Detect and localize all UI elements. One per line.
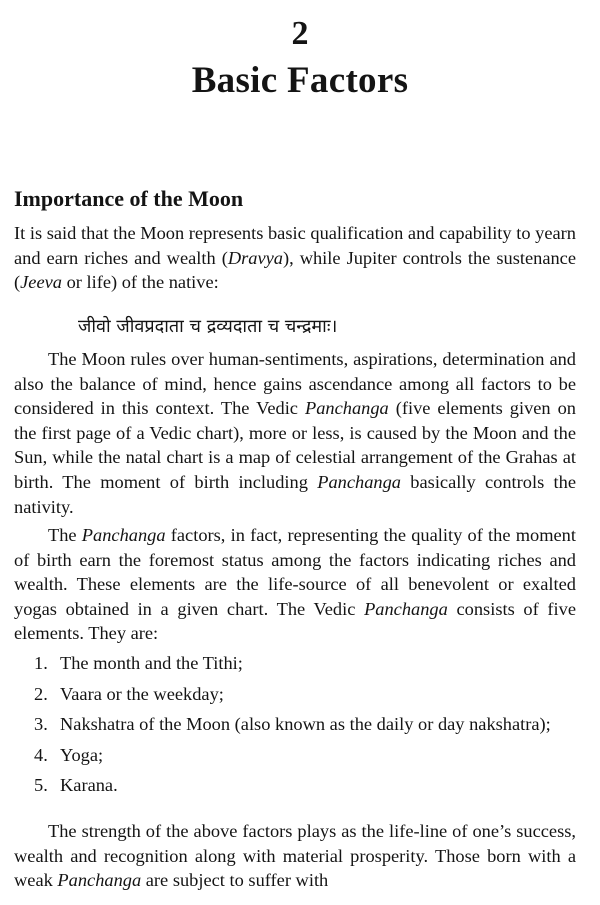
paragraph-panchanga-factors	[14, 523, 576, 646]
list-text: Karana.	[60, 775, 118, 796]
paragraph-factor-strength	[14, 819, 576, 893]
list-text: Nakshatra of the Moon (also known as the daily or day nakshatra);	[60, 714, 551, 735]
list-item	[34, 651, 576, 676]
text-run: The strength of the above factors plays as the life-line of one’s success, wealth and recognition along with material prosperity. Those born with a weak	[14, 821, 576, 891]
text-run: The	[48, 525, 82, 545]
paragraph-moon-rules	[14, 347, 576, 519]
text-run: (five elements given on the first page of a Vedic chart), more or less, is caused by the Moon and the Sun, while the natal chart is a map of celestial arrangement of the Grahas at birth. The moment of birth including	[14, 398, 576, 492]
text-run: The Moon rules over human-sentiments, aspirations, determination and also the balance of mind, hence gains ascendance among all factors to be considered in this context. The Vedic	[14, 349, 576, 419]
text-run: factors, in fact, representing the quality of the moment of birth earn the foremost status among the factors indicating riches and wealth. These elements are the life-source of all benevolent or exalted yogas obtained in a given chart. The Vedic	[14, 525, 576, 619]
list-text: Vaara or the weekday;	[60, 683, 224, 704]
list-number: 1.	[34, 653, 48, 673]
term-panchanga: Panchanga	[304, 398, 389, 419]
list-text: Yoga;	[60, 744, 104, 765]
text-run: are subject to suffer with	[141, 870, 329, 891]
term-dravya: Dravya	[227, 247, 283, 268]
term-panchanga: Panchanga	[364, 598, 448, 619]
text-run: consists of five elements. They are:	[14, 598, 576, 644]
section-heading: Importance of the Moon	[14, 186, 244, 211]
panchanga-elements-list	[34, 651, 576, 804]
term-panchanga: Panchanga	[317, 471, 401, 492]
list-item	[34, 682, 576, 707]
text-run: It is said that the Moon represents basic qualification and capability to yearn and earn riches and wealth (	[14, 223, 576, 268]
chapter-number: 2	[291, 15, 309, 52]
term-panchanga: Panchanga	[57, 870, 142, 891]
text-run: ), while Jupiter controls the sustenance (	[14, 247, 577, 293]
list-text: The month and the Tithi;	[60, 653, 243, 673]
list-item	[34, 743, 576, 768]
sanskrit-verse: जीवो जीवप्रदाता च द्रव्यदाता च चन्द्रमाः।	[78, 316, 338, 337]
list-number: 3.	[34, 714, 48, 735]
list-item	[34, 712, 576, 737]
list-number: 5.	[34, 775, 48, 796]
chapter-title: Basic Factors	[191, 60, 409, 101]
list-item	[34, 773, 576, 798]
text-run: or life) of the native:	[61, 272, 219, 293]
list-number: 4.	[34, 744, 48, 765]
text-run: basically controls the nativity.	[14, 471, 576, 517]
paragraph-moon-wealth	[14, 221, 576, 295]
term-jeeva: Jeeva	[20, 272, 62, 293]
term-panchanga: Panchanga	[81, 525, 166, 545]
list-number: 2.	[34, 683, 48, 704]
